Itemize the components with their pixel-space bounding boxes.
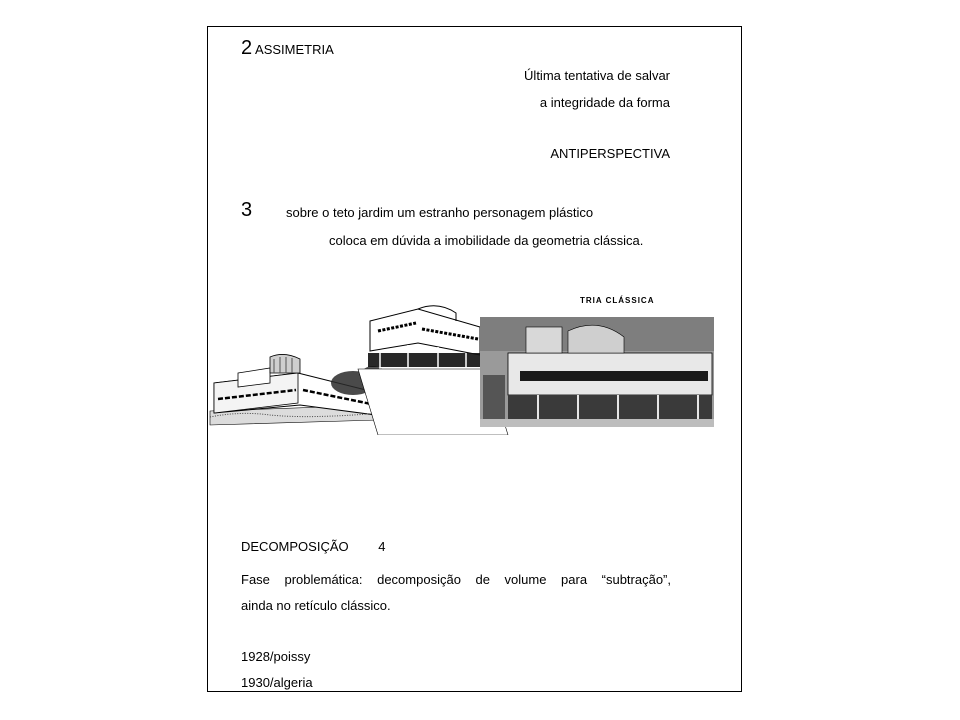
section-2-label: ASSIMETRIA <box>255 42 334 57</box>
section-4-number: 4 <box>378 539 386 554</box>
illustration-caption-fragment: TRIA CLÁSSICA <box>580 296 655 305</box>
year-entry-1: 1928/poissy <box>241 649 311 664</box>
year-entry-2: 1930/algeria <box>241 675 313 690</box>
section-4-paragraph-line-2: ainda no retículo clássico. <box>241 598 391 613</box>
section-3-number: 3 <box>241 199 253 221</box>
villa-photo-drawing-right <box>480 295 714 427</box>
section-4-paragraph <box>241 572 671 587</box>
section-4-paragraph-line-2-wrap <box>241 598 671 613</box>
section-2-number: 2 <box>241 37 253 59</box>
villa-illustration <box>208 295 743 435</box>
section-2-line-2: a integridade da forma <box>539 95 670 110</box>
section-2-keyword: ANTIPERSPECTIVA <box>550 146 670 161</box>
section-3-line-2: coloca em dúvida a imobilidade da geometria clássica. <box>329 233 644 248</box>
section-4-label: DECOMPOSIÇÃO <box>241 539 349 554</box>
section-3-line-1: sobre o teto jardim um estranho personagem plástico <box>286 205 594 220</box>
section-4-paragraph-line-1: Fase problemática: decomposição de volume para “subtração”, <box>241 572 671 587</box>
document-page <box>207 26 742 692</box>
section-2-heading <box>241 37 334 60</box>
section-4-heading <box>241 539 385 554</box>
section-2-line-1: Última tentativa de salvar <box>524 68 670 83</box>
